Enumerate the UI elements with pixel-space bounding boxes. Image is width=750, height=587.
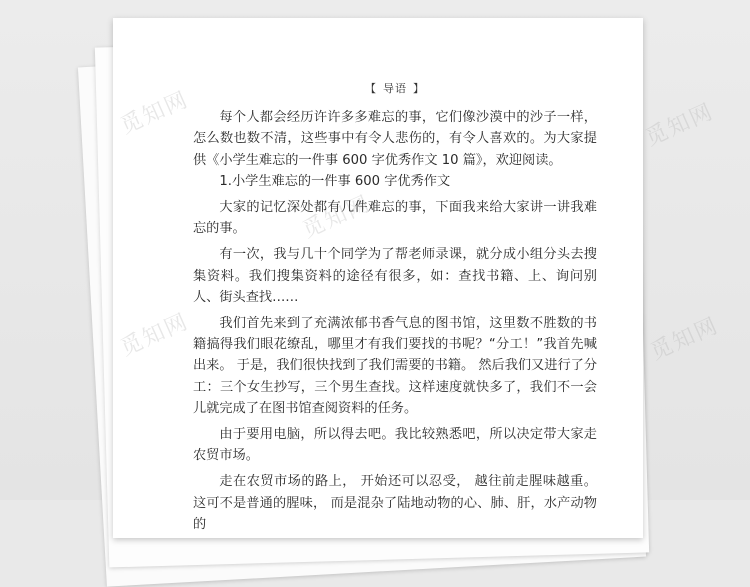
section-title: 1.小学生难忘的一件事 600 字优秀作文 (219, 173, 451, 189)
watermark: 觅知网 (646, 313, 723, 366)
heading-right-bracket: 】 (413, 82, 425, 95)
heading-left-bracket: 【 (365, 82, 377, 95)
paragraph: 我们首先来到了充满浓郁书香气息的图书馆，这里数不胜数的书籍搞得我们眼花缭乱，哪里才有我们要找的书呢？“分工！”我首先喊出来。 于是，我们很快找到了我们需要的书籍。 然后我们又进行了分工：三个女生抄写，三个男生查找。这样速度就快多了，我们不一会儿就完成了在图书馆查阅资料的任务。 (193, 316, 598, 416)
watermark: 觅知网 (116, 87, 193, 140)
watermark: 觅知网 (641, 99, 718, 152)
paragraph-intro: 每个人都会经历许许多多难忘的事，它们像沙漠中的沙子一样，怎么数也数不清，这些事中有令人悲伤的，有令人喜欢的。为大家提供《小学生难忘的一件事 600 字优秀作文 10 篇》，欢迎阅读。 (193, 110, 597, 168)
doc-heading (193, 78, 597, 99)
heading-title: 导语 (383, 82, 407, 95)
paragraph: 由于要用电脑，所以得去吧。我比较熟悉吧，所以决定带大家走农贸市场。 (193, 427, 597, 464)
watermark: 觅知网 (298, 191, 375, 244)
paragraph: 有一次，我与几十个同学为了帮老师录课，就分成小组分头去搜集资料。我们搜集资料的途径有很多，如：查找书籍、上、询问别人、街头查找…… (193, 247, 597, 305)
paragraph: 走在农贸市场的路上， 开始还可以忍受， 越往前走腥味越重。 这可不是普通的腥味， 而是混杂了陆地动物的心、肺、肝，水产动物的 (193, 474, 597, 532)
watermark: 觅知网 (116, 309, 193, 362)
document-body (193, 78, 597, 540)
paragraph: 大家的记忆深处都有几件难忘的事，下面我来给大家讲一讲我难忘的事。 (193, 200, 597, 237)
